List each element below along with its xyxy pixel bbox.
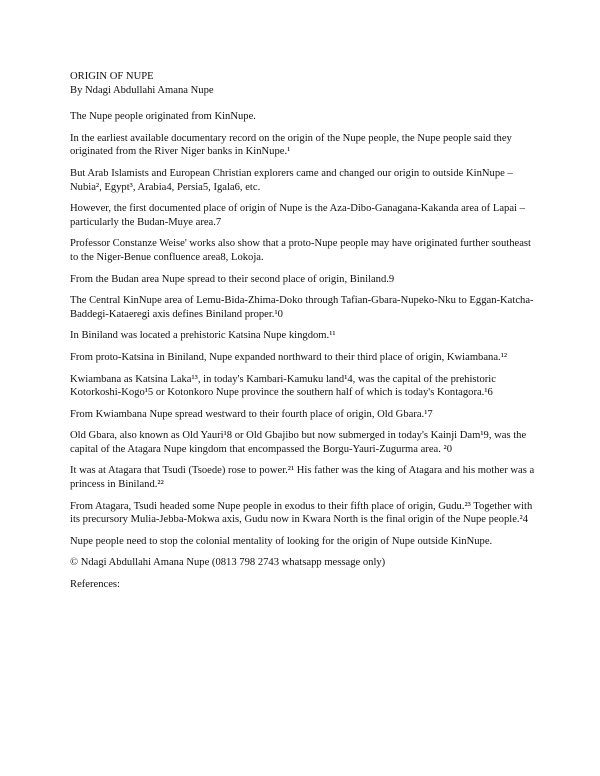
paragraph: In Biniland was located a prehistoric Katsina Nupe kingdom.¹¹: [70, 330, 336, 342]
paragraph: From proto-Katsina in Biniland, Nupe expanded northward to their third place of origin, Kwiambana.¹²: [70, 351, 508, 363]
references-heading: References:: [70, 579, 120, 591]
document-title: ORIGIN OF NUPE: [70, 71, 154, 82]
paragraph: Nupe people need to stop the colonial mentality of looking for the origin of Nupe outside KinNupe.: [70, 535, 493, 547]
copyright-line: © Ndagi Abdullahi Amana Nupe (0813 798 2743 whatsapp message only): [70, 557, 386, 569]
paragraph: In the earliest available documentary record on the origin of the Nupe people, the Nupe people said they originated from the River Niger banks in KinNupe.¹: [70, 132, 512, 158]
document-byline: By Ndagi Abdullahi Amana Nupe: [70, 84, 214, 96]
paragraph: From the Budan area Nupe spread to their second place of origin, Biniland.9: [70, 273, 395, 285]
paragraph: Kwiambana as Katsina Laka¹³, in today's Kambari-Kamuku land¹4, was the capital of the prehistoric Kotorkoshi-Kogo¹5 or Kotonkoro Nupe province the southern half of which is today's Kontagora.¹6: [70, 373, 496, 399]
paragraph: Old Gbara, also known as Old Yauri¹8 or Old Gbajibo but now submerged in today's Kainji Dam¹9, was the capital of the Atagara Nupe kingdom that encompassed the Borgu-Yauri-Zugurma area. ²0: [70, 430, 527, 455]
paragraph: However, the first documented place of origin of Nupe is the Aza-Dibo-Ganagana-Kakanda area of Lapai – particularly the Budan-Muye area.7: [70, 203, 525, 228]
paragraph: It was at Atagara that Tsudi (Tsoede) rose to power.²¹ His father was the king of Atagara and his mother was a princess in Biniland.²²: [70, 465, 535, 491]
paragraph: From Atagara, Tsudi headed some Nupe people in exodus to their fifth place of origin, Gudu.²³ Together with its precursory Mulia-Jebba-Mokwa axis, Gudu now in Kwara North is the final origin of the Nupe people.²4: [70, 500, 533, 526]
paragraph: The Central KinNupe area of Lemu-Bida-Zhima-Doko through Tafian-Gbara-Nupeko-Nku to Eggan-Katcha-Baddegi-Kataeregi axis defines Biniland proper.¹0: [70, 295, 534, 320]
paragraph: The Nupe people originated from KinNupe.: [70, 111, 256, 123]
paragraph: From Kwiambana Nupe spread westward to their fourth place of origin, Old Gbara.¹7: [70, 408, 433, 420]
paragraph: Professor Constanze Weise' works also show that a proto-Nupe people may have originated further southeast to the Niger-Benue confluence area8, Lokoja.: [70, 238, 531, 263]
paragraph: But Arab Islamists and European Christian explorers came and changed our origin to outside KinNupe – Nubia², Egypt³, Arabia4, Persia5, Igala6, etc.: [70, 167, 513, 193]
